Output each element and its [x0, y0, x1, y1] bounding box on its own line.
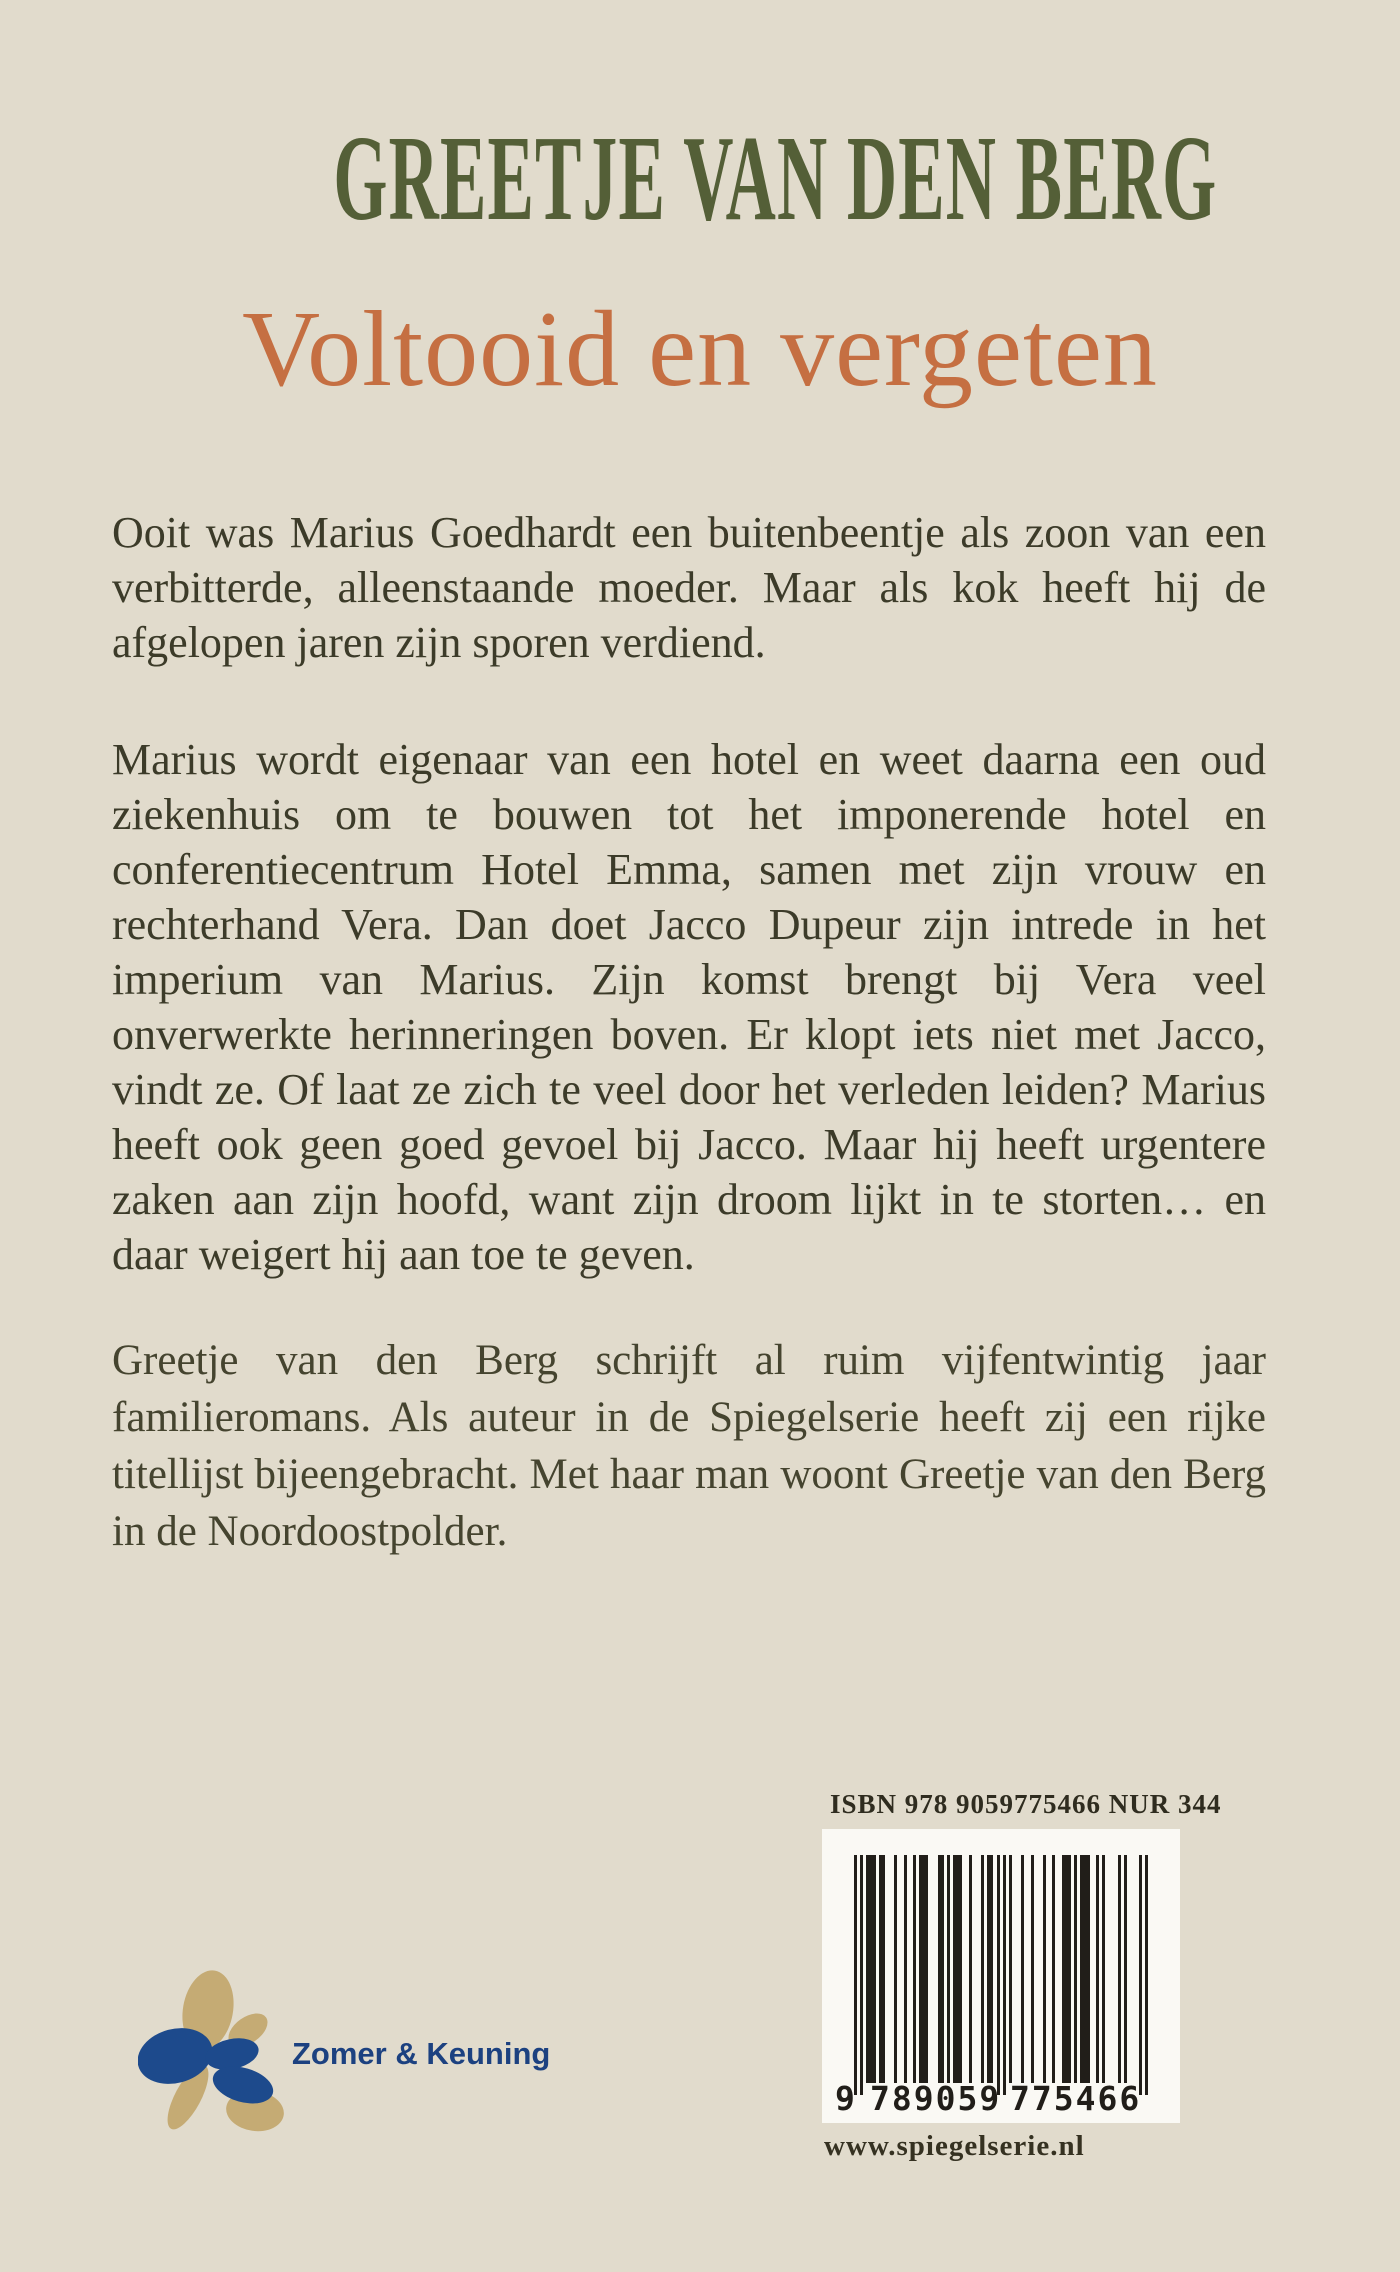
author-name-row	[0, 111, 1400, 246]
barcode-bars	[854, 1855, 1149, 2095]
website-url: www.spiegelserie.nl	[824, 2130, 1085, 2162]
publisher-name: Zomer & Keuning	[292, 2036, 551, 2071]
author-name: GREETJE VAN DEN BERG	[333, 111, 1218, 246]
synopsis-paragraph-2: Marius wordt eigenaar van een hotel en weet daarna een oud ziekenhuis om te bouwen tot het imponerende hotel en conferentiecentrum Hotel Emma, samen met zijn vrouw en rechterhand Vera. Dan doet Jacco Dupeur zijn intrede in het imperium van Marius. Zijn komst brengt bij Vera veel onverwerkte herinneringen boven. Er klopt iets niet met Jacco, vindt ze. Of laat ze zich te veel door het verleden leiden? Marius heeft ook geen goed gevoel bij Jacco. Maar hij heeft urgentere zaken aan zijn hoofd, want zijn droom lijkt in te storten… en daar weigert hij aan toe te geven.	[112, 735, 1266, 1279]
book-title-row	[0, 288, 1400, 412]
barcode-digits	[822, 2079, 1180, 2119]
synopsis-block	[112, 505, 1266, 1560]
barcode-digit-group-1: 789059	[870, 2079, 1002, 2118]
barcode-digit-lead: 9	[835, 2079, 855, 2118]
isbn-line: ISBN 978 9059775466 NUR 344	[830, 1789, 1222, 1819]
barcode	[822, 1829, 1180, 2123]
author-bio-paragraph: Greetje van den Berg schrijft al ruim vijfentwintig jaar familieromans. Als auteur in de Spiegelserie heeft zij een rijke titellijst bijeengebracht. Met haar man woont Greetje van den Berg in de Noordoostpolder.	[112, 1337, 1266, 1555]
flower-icon	[138, 1968, 290, 2144]
synopsis-paragraph-1: Ooit was Marius Goedhardt een buitenbeentje als zoon van een verbitterde, alleenstaande moeder. Maar als kok heeft hij de afgelopen jaren zijn sporen verdiend.	[112, 508, 1266, 667]
book-title: Voltooid en vergeten	[242, 290, 1158, 409]
barcode-digit-group-2: 775466	[1010, 2079, 1142, 2118]
publisher-logo	[138, 1968, 698, 2158]
